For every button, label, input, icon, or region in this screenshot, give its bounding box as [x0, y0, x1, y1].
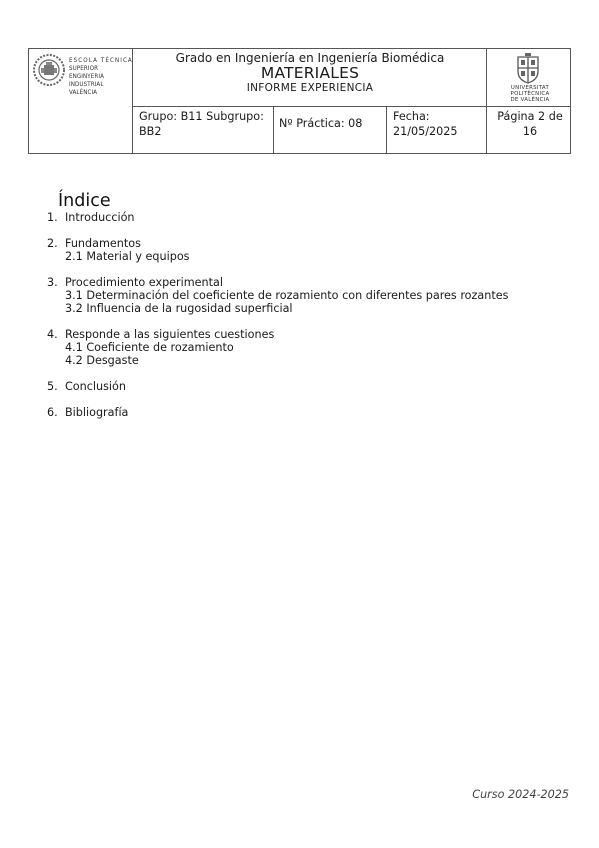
toc-number: 2. [47, 237, 58, 250]
header-table [28, 48, 571, 154]
index-title: Índice [58, 191, 111, 211]
toc-item-conclusion[interactable]: Conclusión [65, 380, 126, 393]
toc-subitem[interactable]: 2.1 Material y equipos [65, 250, 190, 263]
toc-item-fundamentos[interactable]: Fundamentos [65, 237, 141, 250]
subgroup-value: BB2 [139, 124, 162, 138]
footer-course-year: Curso 2024-2025 [472, 788, 569, 801]
course-title: MATERIALES [260, 64, 360, 82]
toc-item-cuestiones[interactable]: Responde a las siguientes cuestiones [65, 328, 275, 341]
toc-subitem[interactable]: 3.1 Determinación del coeficiente de rozamiento con diferentes pares rozantes [65, 289, 509, 302]
date-value: 21/05/2025 [393, 124, 458, 138]
divider [273, 107, 274, 153]
page-label: Página 2 de [497, 110, 563, 123]
university-logo [487, 49, 572, 107]
divider [386, 107, 387, 153]
toc-number: 1. [47, 211, 58, 224]
school-logo-text [69, 57, 133, 97]
group-label: Grupo: B11 Subgrupo: [139, 110, 264, 123]
toc-number: 3. [47, 276, 58, 289]
title-block [133, 49, 487, 107]
toc-subitem[interactable]: 3.2 Influencia de la rugosidad superficial [65, 302, 293, 315]
university-logo-line: DE VALÈNCIA [510, 97, 550, 104]
practice-cell: Nº Práctica: 08 [279, 117, 363, 130]
toc-item-introduccion[interactable]: Introducción [65, 211, 135, 224]
school-logo-line: ESCOLA TÈCNICA [69, 57, 133, 64]
toc-number: 5. [47, 380, 58, 393]
page-number-cell [489, 110, 571, 139]
school-logo [29, 49, 133, 107]
date-cell [393, 110, 457, 139]
school-logo-line: SUPERIOR ENGINYERIA [69, 65, 105, 80]
report-type: INFORME EXPERIENCIA [246, 82, 374, 94]
etsii-seal-icon [32, 53, 66, 87]
university-logo-line: POLITÈCNICA [510, 91, 550, 98]
toc-number: 4. [47, 328, 58, 341]
toc-subitem[interactable]: 4.1 Coeficiente de rozamiento [65, 341, 234, 354]
upv-seal-icon [514, 53, 542, 85]
degree-title: Grado en Ingeniería en Ingeniería Biomédica [175, 51, 445, 65]
university-logo-line: UNIVERSITAT [510, 85, 550, 91]
toc-number: 6. [47, 406, 58, 419]
page-total: 16 [522, 124, 538, 138]
toc-item-procedimiento[interactable]: Procedimiento experimental [65, 276, 223, 289]
university-logo-text [497, 85, 563, 104]
school-logo-line: INDUSTRIAL VALÈNCIA [69, 81, 104, 96]
date-label: Fecha: [393, 110, 430, 123]
toc-item-bibliografia[interactable]: Bibliografía [65, 406, 129, 419]
group-cell [139, 110, 271, 139]
toc-subitem[interactable]: 4.2 Desgaste [65, 354, 139, 367]
